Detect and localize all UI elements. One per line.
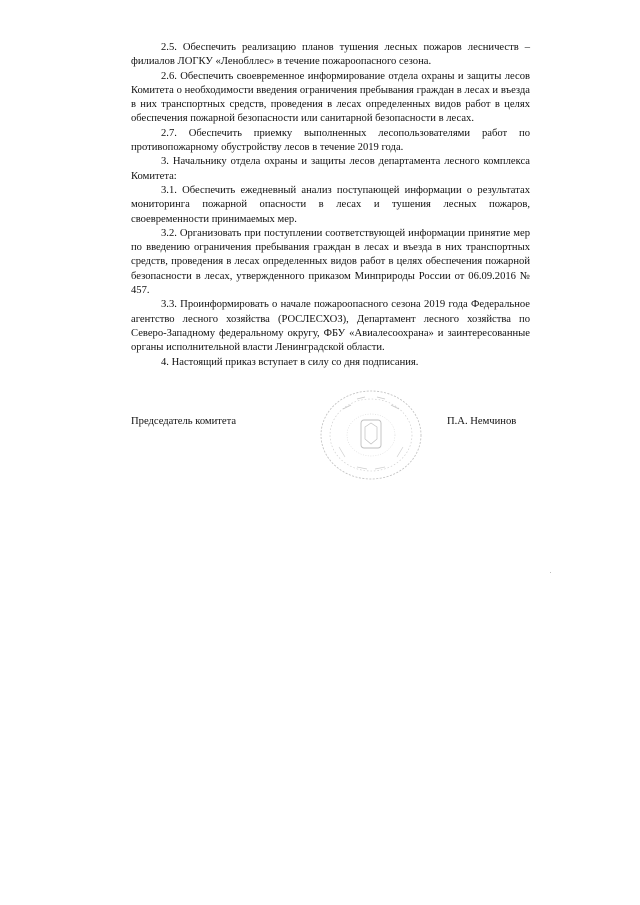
official-seal-icon — [317, 387, 425, 483]
paragraph-3-3: 3.3. Проинформировать о начале пожароопасного сезона 2019 года Федеральное агентство лесного хозяйства (РОСЛЕСХОЗ), Департамент лесного хозяйства по Северо-Западному федеральному округу, ФБУ «Авиалесоохрана» и заинтересованные органы исполнительной власти Ленинградской области. — [131, 299, 530, 354]
scan-dot — [550, 572, 551, 573]
paragraph-3-1: 3.1. Обеспечить ежедневный анализ поступающей информации о результатах мониторинга пожарной опасности в лесах и тушения лесных пожаров, своевременности принимаемых мер. — [131, 184, 530, 225]
signatory-title: Председатель комитета — [131, 416, 237, 427]
paragraph-2-5: 2.5. Обеспечить реализацию планов тушения лесных пожаров лесничеств – филиалов ЛОГКУ «Ленобллес» в течение пожароопасного сезона. — [131, 42, 530, 68]
paragraph-2-7: 2.7. Обеспечить приемку выполненных лесопользователями работ по противопожарному обустройству лесов в течение 2019 года. — [131, 127, 530, 154]
paragraph-4: 4. Настоящий приказ вступает в силу со дня подписания. — [161, 356, 419, 368]
signatory-name: П.А. Немчинов — [447, 416, 517, 427]
signature-block — [131, 412, 546, 492]
document-body — [131, 41, 530, 370]
paragraph-3-2: 3.2. Организовать при поступлении соответствующей информации принятие мер по введению ограничения пребывания граждан в лесах и въезда в них транспортных средств, проведения в лесах определенных видов работ в целях обеспечения пожарной безопасности в лесах, утвержденного приказом Минприроды России от 06.09.2016 № 457. — [131, 227, 530, 297]
paragraph-3: 3. Начальнику отдела охраны и защиты лесов департамента лесного комплекса Комитета: — [131, 156, 530, 182]
paragraph-2-6: 2.6. Обеспечить своевременное информирование отдела охраны и защиты лесов Комитета о необходимости введения ограничения пребывания граждан в лесах и въезда в них транспортных средств, проведения в лесах определенных видов работ в целях обеспечения пожарной безопасности или санитарной безопасности в лесах. — [131, 70, 530, 125]
